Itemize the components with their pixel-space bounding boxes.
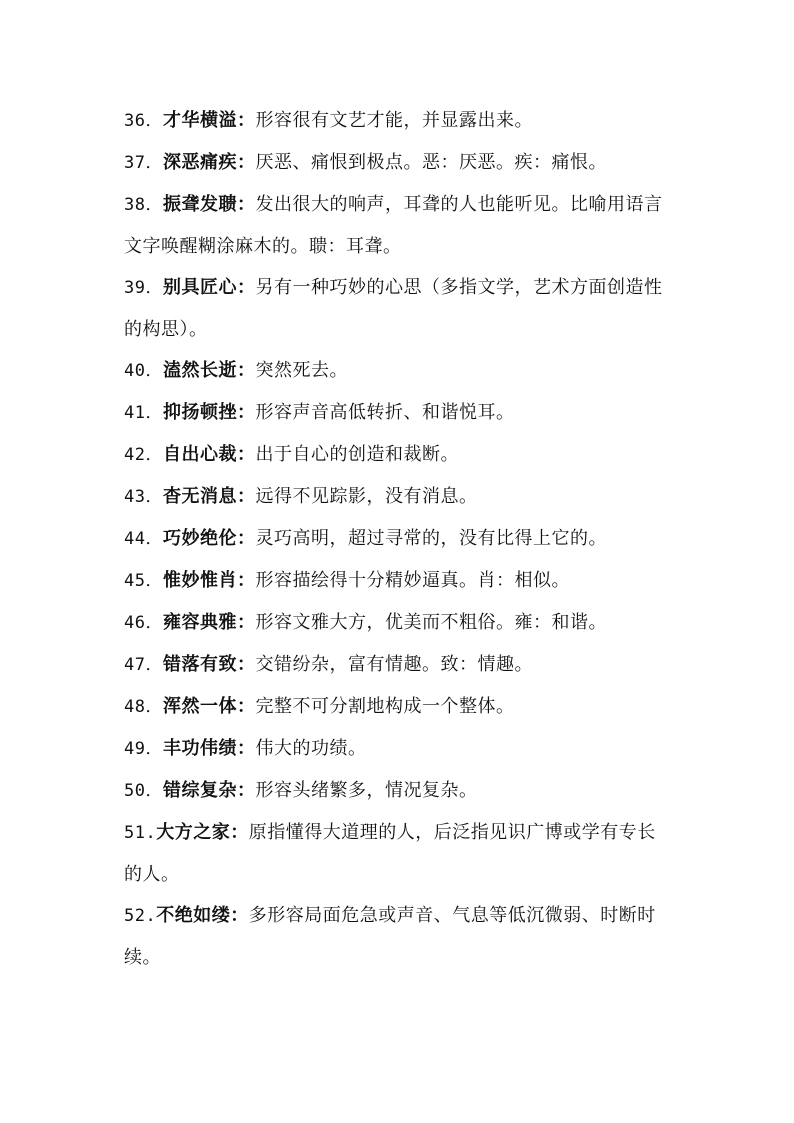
entry-50 — [124, 770, 670, 812]
entry-definition: 形容描绘得十分精妙逼真。肖：相似。 — [255, 570, 570, 591]
entry-definition: 交错纷杂，富有情趣。致：情趣。 — [255, 654, 533, 675]
entry-number: 36． — [124, 111, 163, 131]
entry-36 — [124, 100, 670, 142]
entry-term: 惟妙惟肖： — [162, 570, 256, 591]
entry-39 — [124, 267, 670, 350]
entry-term: 不绝如缕： — [156, 905, 249, 926]
entry-definition: 形容文雅大方，优美而不粗俗。雍：和谐。 — [255, 612, 607, 633]
entry-definition: 形容很有文艺才能，并显露出来。 — [255, 110, 533, 131]
entry-definition: 远得不见踪影，没有消息。 — [255, 486, 478, 507]
entry-number: 37． — [124, 153, 163, 173]
entry-term: 别具匠心： — [162, 277, 256, 298]
entry-number: 38． — [124, 195, 163, 215]
entry-term: 巧妙绝伦： — [162, 528, 256, 549]
entry-definition: 出于自心的创造和裁断。 — [255, 444, 459, 465]
entry-term: 雍容典雅： — [162, 612, 256, 633]
entry-number: 40． — [124, 361, 163, 381]
entry-47 — [124, 644, 670, 686]
entry-number: 49． — [124, 739, 163, 759]
entry-term: 抑扬顿挫： — [162, 402, 256, 423]
entry-number: 43． — [124, 487, 163, 507]
entry-definition: 厌恶、痛恨到极点。恶：厌恶。疾：痛恨。 — [255, 152, 607, 173]
entry-number: 39． — [124, 278, 163, 298]
entry-term: 浑然一体： — [162, 696, 256, 717]
entry-number: 44． — [124, 529, 163, 549]
entry-number: 45． — [124, 571, 163, 591]
entry-number: 41． — [124, 403, 163, 423]
entry-number: 46． — [124, 613, 163, 633]
entry-term: 杳无消息： — [162, 486, 256, 507]
entry-definition: 灵巧高明，超过寻常的，没有比得上它的。 — [255, 528, 607, 549]
entry-number: 51. — [124, 823, 157, 843]
entry-term: 深恶痛疾： — [162, 152, 256, 173]
entry-41 — [124, 392, 670, 434]
entry-45 — [124, 560, 670, 602]
entry-37 — [124, 142, 670, 184]
entry-number: 52. — [124, 906, 157, 926]
entry-46 — [124, 602, 670, 644]
entry-43 — [124, 476, 670, 518]
entry-number: 42． — [124, 445, 163, 465]
entry-definition: 形容头绪繁多，情况复杂。 — [255, 780, 478, 801]
entry-51 — [124, 812, 670, 895]
entry-definition: 形容声音高低转折、和谐悦耳。 — [255, 402, 515, 423]
entry-term: 溘然长逝： — [162, 360, 256, 381]
idiom-list — [124, 100, 670, 978]
entry-38 — [124, 184, 670, 267]
entry-term: 大方之家： — [156, 822, 249, 843]
entry-49 — [124, 728, 670, 770]
entry-48 — [124, 686, 670, 728]
entry-42 — [124, 434, 670, 476]
entry-number: 47． — [124, 655, 163, 675]
entry-definition: 多形容局面危急或声音、气息等低沉微弱、时断时续。 — [124, 905, 656, 968]
entry-term: 才华横溢： — [162, 110, 256, 131]
entry-definition: 发出很大的响声，耳聋的人也能听见。比喻用语言文字唤醒糊涂麻木的。聩：耳聋。 — [124, 194, 663, 257]
entry-definition: 伟大的功绩。 — [255, 738, 367, 759]
entry-term: 自出心裁： — [162, 444, 256, 465]
entry-52 — [124, 895, 670, 978]
entry-term: 错综复杂： — [162, 780, 256, 801]
entry-40 — [124, 350, 670, 392]
entry-definition: 原指懂得大道理的人，后泛指见识广博或学有专长的人。 — [124, 822, 656, 885]
entry-definition: 完整不可分割地构成一个整体。 — [255, 696, 515, 717]
entry-term: 振聋发聩： — [162, 194, 256, 215]
entry-number: 48． — [124, 697, 163, 717]
entry-definition: 另有一种巧妙的心思（多指文学，艺术方面创造性的构思）。 — [124, 277, 663, 340]
entry-definition: 突然死去。 — [255, 360, 348, 381]
entry-term: 错落有致： — [162, 654, 256, 675]
entry-term: 丰功伟绩： — [162, 738, 256, 759]
entry-44 — [124, 518, 670, 560]
entry-number: 50． — [124, 781, 163, 801]
